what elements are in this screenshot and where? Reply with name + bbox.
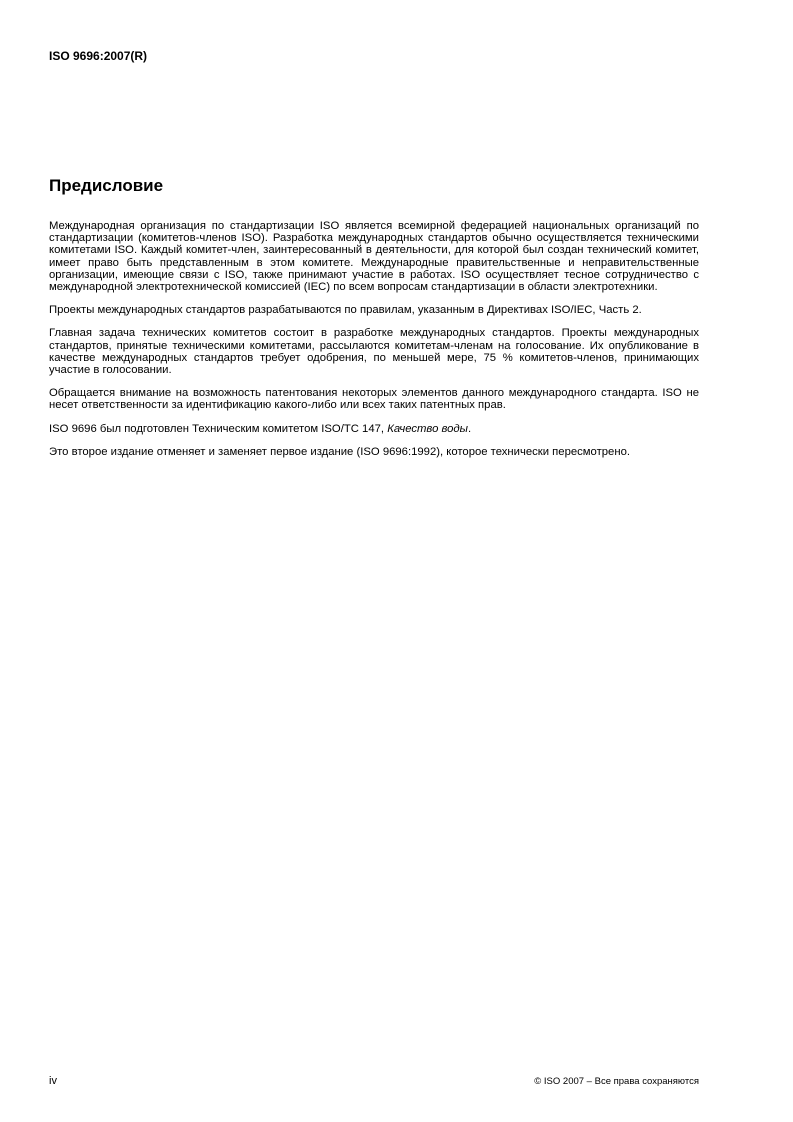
prepared-by-end: . [468,422,472,435]
paragraph-edition-note: Это второе издание отменяет и заменяет первое издание (ISO 9696:1992), которое технически пересмотрено. [49,445,630,458]
document-id-header: ISO 9696:2007(R) [49,49,148,63]
paragraph-prepared-by [49,423,699,435]
prepared-by-text: ISO 9696 был подготовлен Техническим комитетом ISO/TC 147, [49,422,388,435]
copyright-notice: © ISO 2007 – Все права сохраняются [534,1076,699,1087]
committee-title: Качество воды [387,422,468,435]
paragraph-committees-task: Главная задача технических комитетов состоит в разработке международных стандартов. Проекты международных стандартов, принятые техническими комитетами, рассылаются комитетам-членам на голосование. Их опубликование в качестве международных стандартов требует одобрения, по меньшей мере, 75 % комитетов-членов, принимающих участие в голосовании. [49,327,699,377]
paragraph-iso-organization: Международная организация по стандартизации ISO является всемирной федерацией национальных организаций по стандартизации (комитетов-членов ISO). Разработка международных стандартов обычно осуществляется техническими комитетами ISO. Каждый комитет-член, заинтересованный в деятельности, для которой был создан технический комитет, имеет право быть представленным в этом комитете. Международные правительственные и неправительственные организации, имеющие связи с ISO, также принимают участие в работах. ISO осуществляет тесное сотрудничество с международной электротехнической комиссией (IEC) по всем вопросам стандартизации в области электротехники. [49,220,699,294]
section-title: Предисловие [49,176,164,195]
paragraph-directives: Проекты международных стандартов разрабатываются по правилам, указанным в Директивах ISO/IEC, Часть 2. [49,304,642,317]
paragraph-patent-notice: Обращается внимание на возможность патентования некоторых элементов данного международного стандарта. ISO не несет ответственности за идентификацию какого-либо или всех таких патентных прав. [49,387,699,412]
foreword-body [49,220,699,469]
page-number: iv [49,1075,57,1087]
